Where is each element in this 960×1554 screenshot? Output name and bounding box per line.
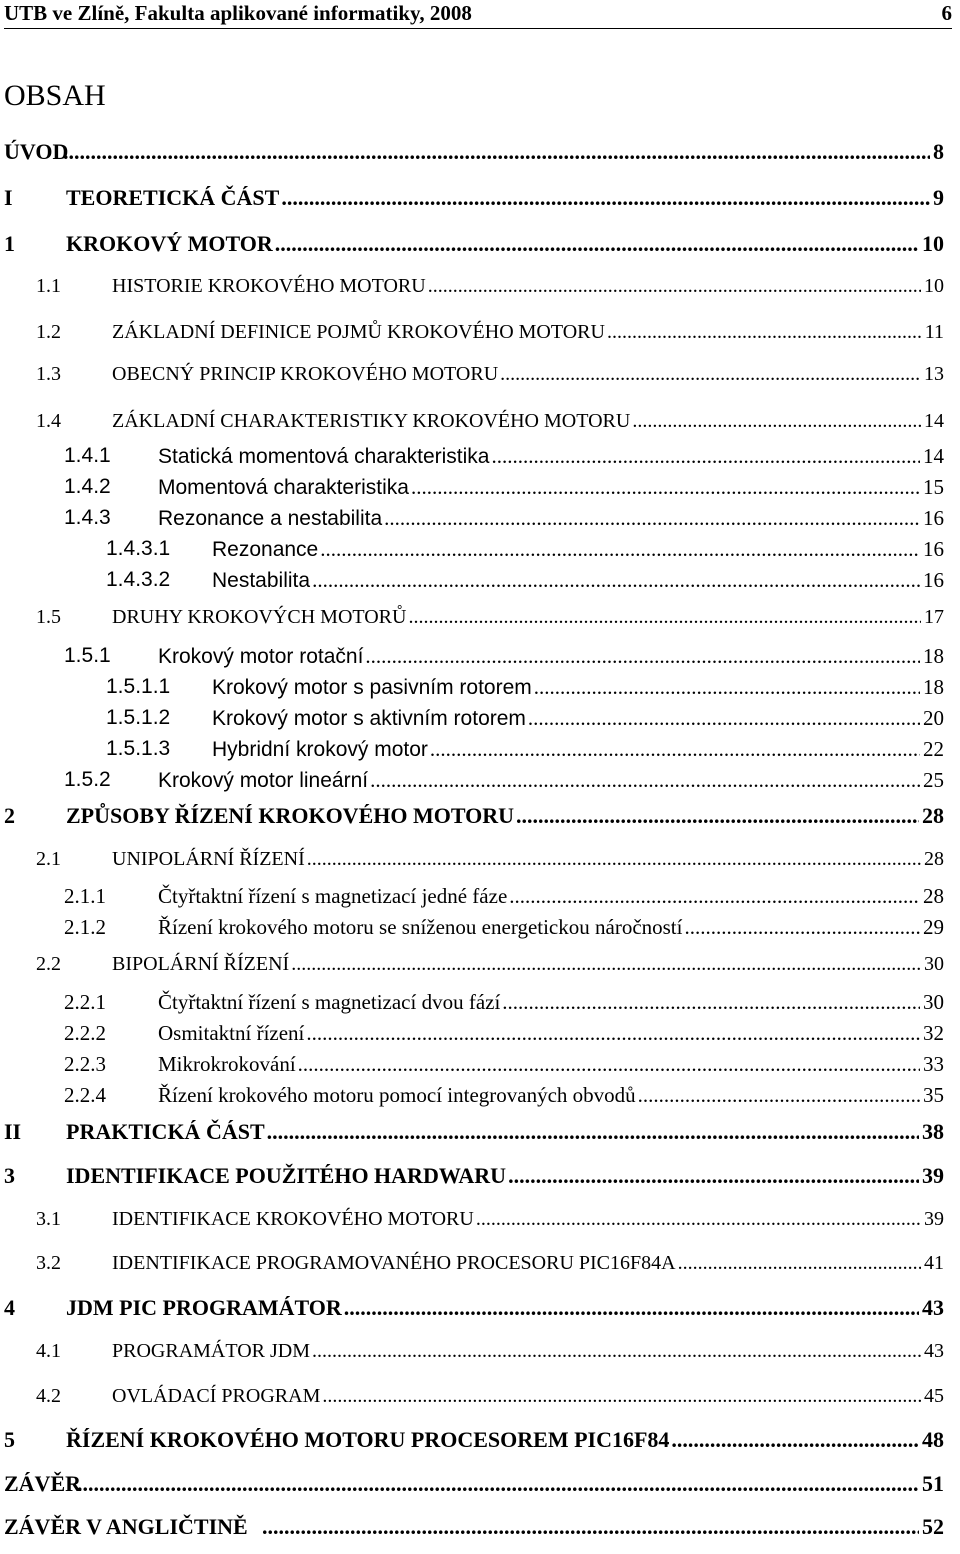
toc-entry-title: TEORETICKÁ ČÁST — [66, 185, 280, 210]
toc-entry-number: 1.4.3.2 — [106, 568, 171, 591]
toc-entry-title: Čtyřtaktní řízení s magnetizací jedné fáze — [158, 884, 508, 908]
toc-leader-dots — [638, 1080, 920, 1110]
header-page-number: 6 — [941, 1, 952, 25]
toc-entry-page: 8 — [933, 139, 944, 164]
toc-entry-title: DRUHY KROKOVÝCH MOTORŮ — [112, 606, 407, 628]
toc-entry-number: 1.5.1.2 — [106, 706, 171, 729]
toc-entry-page: 33 — [923, 1052, 944, 1076]
toc-leader-dots — [684, 912, 920, 942]
toc-entry[interactable] — [0, 1469, 952, 1499]
toc-entry[interactable] — [0, 534, 952, 564]
toc-entry-number: I — [4, 185, 13, 210]
toc-entry[interactable] — [0, 801, 952, 831]
toc-entry-number: 4 — [4, 1295, 15, 1320]
toc-entry[interactable] — [0, 603, 952, 631]
toc-entry-number: 2.1 — [36, 848, 61, 870]
toc-entry-number: 2.1.1 — [64, 884, 106, 908]
toc-entry-page: 43 — [922, 1295, 944, 1320]
toc-entry[interactable] — [0, 1249, 952, 1277]
toc-entry[interactable] — [0, 1512, 952, 1542]
toc-leader-dots — [384, 503, 920, 533]
toc-entry-number: 2.1.2 — [64, 915, 106, 939]
toc-leader-dots — [491, 441, 920, 471]
toc-leader-dots — [262, 1512, 919, 1542]
toc-entry-number: 1.5 — [36, 606, 61, 628]
toc-entry-title: Mikrokrokování — [158, 1052, 296, 1076]
toc-leader-dots — [534, 672, 920, 702]
toc-entry[interactable] — [0, 1425, 952, 1455]
toc-entry[interactable] — [0, 1382, 952, 1410]
toc-leader-dots — [275, 229, 919, 259]
toc-entry-title: OBECNÝ PRINCIP KROKOVÉHO MOTORU — [112, 363, 499, 385]
toc-entry-title: BIPOLÁRNÍ ŘÍZENÍ — [112, 953, 290, 975]
running-header — [4, 0, 952, 29]
toc-leader-dots — [508, 1161, 919, 1191]
toc-entry[interactable] — [0, 1337, 952, 1365]
toc-entry-number: 1.5.1.3 — [106, 737, 171, 760]
toc-entry[interactable] — [0, 845, 952, 873]
toc-entry-page: 14 — [924, 410, 944, 432]
toc-entry[interactable] — [0, 565, 952, 595]
toc-leader-dots — [291, 950, 921, 978]
toc-entry[interactable] — [0, 318, 952, 346]
toc-leader-dots — [509, 881, 920, 911]
toc-entry-title: PRAKTICKÁ ČÁST — [66, 1119, 265, 1144]
toc-entry-number: ÚVOD — [4, 139, 69, 164]
toc-leader-dots — [312, 565, 920, 595]
toc-entry-number: 2.2.3 — [64, 1052, 106, 1076]
toc-entry[interactable] — [0, 472, 952, 502]
toc-entry-title: Hybridní krokový motor — [212, 738, 428, 761]
toc-entry-title: HISTORIE KROKOVÉHO MOTORU — [112, 275, 426, 297]
toc-entry-title: Statická momentová charakteristika — [158, 445, 490, 468]
toc-entry[interactable] — [0, 272, 952, 300]
toc-entry-title: Čtyřtaktní řízení s magnetizací dvou fází — [158, 990, 501, 1014]
toc-leader-dots — [306, 1018, 920, 1048]
toc-entry-page: 25 — [923, 768, 944, 792]
toc-leader-dots — [298, 1049, 920, 1079]
toc-entry[interactable] — [0, 1205, 952, 1233]
toc-entry-number: 1.5.2 — [64, 768, 111, 791]
toc-entry[interactable] — [0, 1049, 952, 1079]
toc-entry-page: 39 — [922, 1163, 944, 1188]
toc-entry-page: 10 — [924, 275, 944, 297]
toc-entry[interactable] — [0, 734, 952, 764]
toc-entry[interactable] — [0, 137, 952, 167]
toc-entry-page: 30 — [923, 990, 944, 1014]
toc-entry-page: 43 — [924, 1340, 944, 1362]
toc-entry-number: 2.2.4 — [64, 1083, 106, 1107]
toc-entry-page: 17 — [924, 606, 944, 628]
toc-entry-number: 4.2 — [36, 1385, 61, 1407]
toc-leader-dots — [281, 183, 930, 213]
toc-entry-number: 3.2 — [36, 1252, 61, 1274]
toc-leader-dots — [344, 1293, 919, 1323]
toc-leader-dots — [632, 407, 921, 435]
toc-leader-dots — [365, 641, 920, 671]
toc-entry-page: 11 — [924, 321, 944, 343]
toc-entry-page: 14 — [923, 444, 944, 468]
toc-entry-title: ZÁKLADNÍ CHARAKTERISTIKY KROKOVÉHO MOTORU — [112, 410, 631, 432]
toc-entry-number: 1.2 — [36, 321, 61, 343]
toc-entry-page: 16 — [923, 568, 944, 592]
toc-entry[interactable] — [0, 360, 952, 388]
toc-entry-title: Krokový motor lineární — [158, 769, 369, 792]
toc-leader-dots — [476, 1205, 921, 1233]
page-title: OBSAH — [4, 79, 106, 112]
toc-entry-page: 48 — [922, 1427, 944, 1452]
toc-entry-page: 16 — [923, 537, 944, 561]
toc-entry-title: UNIPOLÁRNÍ ŘÍZENÍ — [112, 848, 305, 870]
toc-leader-dots — [411, 472, 920, 502]
toc-entry-number: 1.4.3 — [64, 506, 111, 529]
toc-entry-page: 18 — [923, 644, 944, 668]
toc-leader-dots — [370, 765, 920, 795]
toc-entry-page: 18 — [923, 675, 944, 699]
toc-entry-number: 1.4.1 — [64, 444, 111, 467]
toc-entry-number: 3 — [4, 1163, 15, 1188]
toc-entry[interactable] — [0, 407, 952, 435]
toc-entry-page: 28 — [924, 848, 944, 870]
toc-entry-title: Nestabilita — [212, 569, 311, 592]
toc-entry-title: KROKOVÝ MOTOR — [66, 231, 273, 256]
toc-leader-dots — [428, 272, 921, 300]
toc-leader-dots — [312, 1337, 921, 1365]
toc-entry-title: IDENTIFIKACE POUŽITÉHO HARDWARU — [66, 1163, 507, 1188]
toc-entry-number: 1.5.1 — [64, 644, 111, 667]
toc-entry[interactable] — [0, 1117, 952, 1147]
toc-entry-page: 30 — [924, 953, 944, 975]
toc-leader-dots — [430, 734, 920, 764]
toc-entry-number: 1.4 — [36, 410, 61, 432]
toc-entry-page: 20 — [923, 706, 944, 730]
toc-leader-dots — [77, 1469, 919, 1499]
toc-entry-number: 4.1 — [36, 1340, 61, 1362]
toc-entry-page: 10 — [922, 231, 944, 256]
toc-entry-title: PROGRAMÁTOR JDM — [112, 1340, 311, 1362]
toc-leader-dots — [671, 1425, 919, 1455]
toc-leader-dots — [502, 987, 920, 1017]
toc-leader-dots — [500, 360, 921, 388]
toc-entry-title: Osmitaktní řízení — [158, 1021, 305, 1045]
toc-entry-page: 28 — [922, 803, 944, 828]
toc-entry-page: 16 — [923, 506, 944, 530]
toc-leader-dots — [307, 845, 921, 873]
toc-entry[interactable] — [0, 1080, 952, 1110]
toc-entry[interactable] — [0, 183, 952, 213]
toc-entry-page: 9 — [933, 185, 944, 210]
toc-entry-title: IDENTIFIKACE PROGRAMOVANÉHO PROCESORU PIC16F84A — [112, 1252, 676, 1274]
toc-entry-title: IDENTIFIKACE KROKOVÉHO MOTORU — [112, 1208, 474, 1230]
toc-entry[interactable] — [0, 1161, 952, 1191]
toc-entry-title: ŘÍZENÍ KROKOVÉHO MOTORU PROCESOREM PIC16F84 — [66, 1427, 670, 1452]
toc-leader-dots — [408, 603, 921, 631]
toc-entry[interactable] — [0, 703, 952, 733]
toc-entry-page: 13 — [924, 363, 944, 385]
toc-entry-page: 29 — [923, 915, 944, 939]
toc-entry-title: Řízení krokového motoru pomocí integrovaných obvodů — [158, 1083, 636, 1107]
toc-entry[interactable] — [0, 881, 952, 911]
header-title: UTB ve Zlíně, Fakulta aplikované informatiky, 2008 — [4, 1, 472, 25]
toc-entry[interactable] — [0, 950, 952, 978]
toc-leader-dots — [63, 137, 930, 167]
toc-entry-title: Řízení krokového motoru se sníženou energetickou náročností — [158, 915, 683, 939]
toc-entry-title: OVLÁDACÍ PROGRAM — [112, 1385, 321, 1407]
toc-entry[interactable] — [0, 503, 952, 533]
toc-entry-number: 2.2.1 — [64, 990, 106, 1014]
toc-entry-page: 52 — [922, 1514, 944, 1539]
toc-entry-number: 1.1 — [36, 275, 61, 297]
toc-entry[interactable] — [0, 912, 952, 942]
toc-leader-dots — [607, 318, 922, 346]
toc-entry-page: 32 — [923, 1021, 944, 1045]
toc-entry[interactable] — [0, 229, 952, 259]
toc-entry-page: 39 — [924, 1208, 944, 1230]
toc-entry-number: 1.5.1.1 — [106, 675, 171, 698]
toc-entry[interactable] — [0, 987, 952, 1017]
toc-entry-title: Krokový motor s pasivním rotorem — [212, 676, 532, 699]
toc-entry-title: ZÁKLADNÍ DEFINICE POJMŮ KROKOVÉHO MOTORU — [112, 321, 605, 343]
toc-entry-page: 45 — [924, 1385, 944, 1407]
toc-entry[interactable] — [0, 641, 952, 671]
toc-entry-title: Momentová charakteristika — [158, 476, 409, 499]
toc-entry-number: 2 — [4, 803, 15, 828]
toc-entry-number: ZÁVĚR — [4, 1471, 82, 1496]
toc-leader-dots — [516, 801, 919, 831]
toc-entry[interactable] — [0, 1018, 952, 1048]
toc-leader-dots — [320, 534, 920, 564]
toc-entry-page: 15 — [923, 475, 944, 499]
toc-entry-title: Rezonance — [212, 538, 319, 561]
toc-entry-title: Krokový motor s aktivním rotorem — [212, 707, 526, 730]
toc-leader-dots — [322, 1382, 921, 1410]
toc-entry-number: ZÁVĚR V ANGLIČTINĚ — [4, 1514, 248, 1539]
toc-entry-page: 38 — [922, 1119, 944, 1144]
toc-entry-title: JDM PIC PROGRAMÁTOR — [66, 1295, 342, 1320]
toc-entry-number: II — [4, 1119, 22, 1144]
toc-entry-number: 5 — [4, 1427, 15, 1452]
toc-entry[interactable] — [0, 1293, 952, 1323]
toc-entry-page: 22 — [923, 737, 944, 761]
toc-entry-number: 1 — [4, 231, 15, 256]
toc-entry-number: 2.2 — [36, 953, 61, 975]
toc-entry-number: 1.3 — [36, 363, 61, 385]
toc-entry-page: 51 — [922, 1471, 944, 1496]
toc-leader-dots — [267, 1117, 919, 1147]
toc-entry-number: 2.2.2 — [64, 1021, 106, 1045]
toc-leader-dots — [528, 703, 920, 733]
toc-entry-page: 41 — [924, 1252, 944, 1274]
toc-entry-page: 28 — [923, 884, 944, 908]
toc-leader-dots — [678, 1249, 921, 1277]
toc-entry-title: Krokový motor rotační — [158, 645, 364, 668]
toc-entry[interactable] — [0, 672, 952, 702]
toc-entry-number: 3.1 — [36, 1208, 61, 1230]
toc-entry-title: Rezonance a nestabilita — [158, 507, 383, 530]
toc-entry[interactable] — [0, 765, 952, 795]
toc-entry-number: 1.4.3.1 — [106, 537, 171, 560]
toc-entry-title: ZPŮSOBY ŘÍZENÍ KROKOVÉHO MOTORU — [66, 803, 515, 828]
toc-entry-number: 1.4.2 — [64, 475, 111, 498]
toc-entry-page: 35 — [923, 1083, 944, 1107]
toc-entry[interactable] — [0, 441, 952, 471]
